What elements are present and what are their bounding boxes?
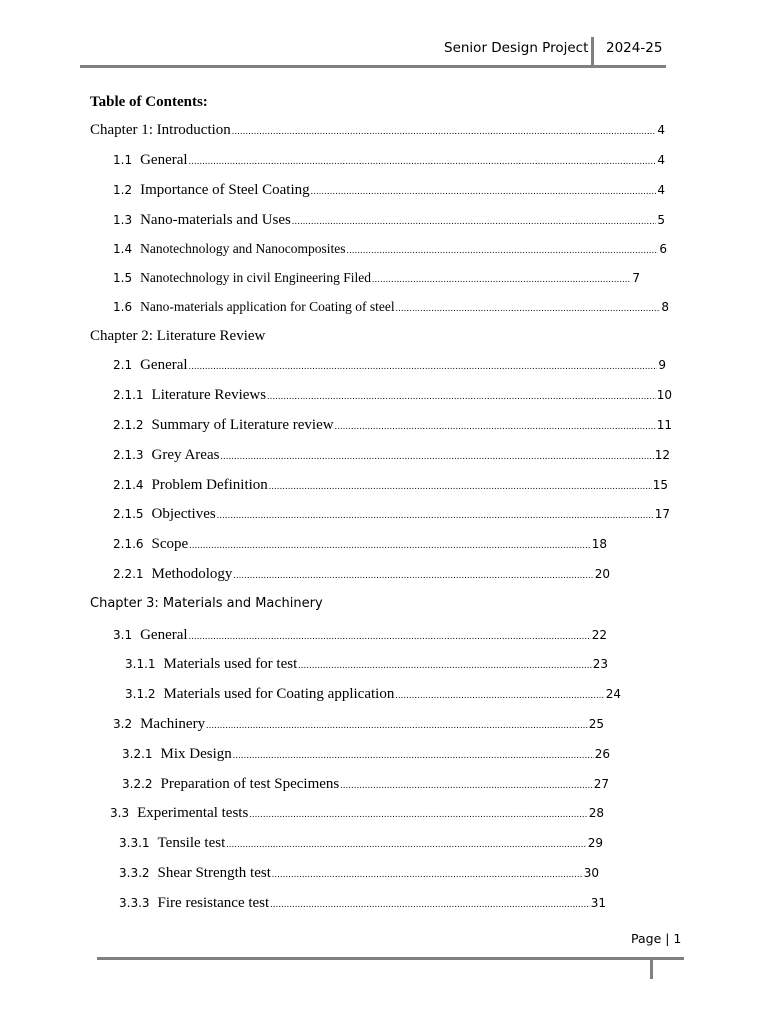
dot-leader	[372, 274, 631, 284]
toc-entry-1-3[interactable]	[113, 212, 665, 232]
toc-entry-3-3-1[interactable]	[119, 835, 603, 855]
dot-leader	[233, 750, 594, 760]
toc-entry-2-1-4[interactable]	[113, 477, 668, 497]
toc-entry-title: Chapter 1: Introduction	[90, 122, 231, 138]
footer-tick	[650, 959, 653, 979]
toc-entry-title: Materials used for Coating application	[163, 686, 395, 702]
toc-entry-number: 3.3.2	[119, 866, 150, 880]
toc-entry-2-1-6[interactable]	[113, 536, 607, 556]
toc-entry-2-1-5[interactable]	[113, 506, 670, 526]
toc-entry-chapter-3[interactable]	[90, 596, 390, 616]
toc-entry-3-3-2[interactable]	[119, 865, 599, 885]
dot-leader	[189, 361, 658, 371]
toc-entry-2-2-1[interactable]	[113, 566, 610, 586]
toc-entry-title: Chapter 2: Literature Review	[90, 328, 266, 344]
dot-leader	[189, 631, 591, 641]
toc-entry-2-1[interactable]	[113, 357, 666, 377]
toc-entry-1-2[interactable]	[113, 182, 665, 202]
dot-leader	[220, 451, 653, 461]
toc-entry-page: 18	[591, 537, 607, 551]
toc-entry-page: 22	[591, 628, 607, 642]
toc-entry-title: General	[140, 627, 188, 643]
toc-entry-title: Nano-materials application for Coating of steel	[140, 299, 395, 314]
dot-leader	[292, 216, 656, 226]
toc-entry-number: 1.6	[113, 300, 133, 314]
toc-entry-chapter-1[interactable]	[90, 122, 665, 142]
toc-entry-title: Mix Design	[160, 746, 232, 762]
dot-leader	[335, 421, 656, 431]
header-title: Senior Design Project	[444, 40, 589, 56]
toc-entry-page: 4	[657, 153, 665, 167]
toc-entry-page: 4	[657, 183, 665, 197]
toc-entry-3-1-2[interactable]	[125, 686, 621, 706]
header-rule	[80, 65, 666, 68]
toc-entry-number: 1.5	[113, 271, 133, 285]
toc-entry-title: Objectives	[151, 506, 216, 522]
toc-entry-number: 3.1	[113, 628, 133, 642]
toc-entry-number: 2.1.1	[113, 388, 144, 402]
dot-leader	[340, 780, 592, 790]
toc-entry-page: 23	[592, 657, 608, 671]
toc-entry-title: Grey Areas	[151, 447, 220, 463]
dot-leader	[269, 481, 652, 491]
toc-entry-3-2-1[interactable]	[122, 746, 610, 766]
toc-entry-2-1-3[interactable]	[113, 447, 670, 467]
toc-entry-title: General	[140, 357, 188, 373]
dot-leader	[206, 720, 588, 730]
toc-entry-number: 3.1.1	[125, 657, 156, 671]
toc-entry-number: 3.3.3	[119, 896, 150, 910]
toc-entry-3-3[interactable]	[110, 805, 604, 825]
toc-entry-2-1-1[interactable]	[113, 387, 672, 407]
toc-entry-page: 11	[656, 418, 672, 432]
header-separator	[591, 37, 594, 67]
toc-entry-title: Summary of Literature review	[151, 417, 334, 433]
toc-entry-page: 4	[657, 123, 665, 137]
toc-entry-number: 2.1.5	[113, 507, 144, 521]
toc-entry-title: Tensile test	[157, 835, 226, 851]
toc-entry-2-1-2[interactable]	[113, 417, 672, 437]
toc-entry-page: 26	[594, 747, 610, 761]
toc-entry-number: 3.2	[113, 717, 133, 731]
toc-entry-page: 15	[652, 478, 668, 492]
toc-entry-number: 1.3	[113, 213, 133, 227]
toc-entry-page: 24	[605, 687, 621, 701]
dot-leader	[233, 570, 593, 580]
dot-leader	[270, 899, 590, 909]
dot-leader	[347, 245, 659, 255]
toc-entry-page: 7	[632, 271, 640, 285]
toc-entry-title: Problem Definition	[151, 477, 268, 493]
toc-entry-chapter-2[interactable]	[90, 328, 390, 348]
toc-entry-title: Shear Strength test	[157, 865, 271, 881]
toc-entry-title: Preparation of test Specimens	[160, 776, 340, 792]
toc-entry-page: 5	[657, 213, 665, 227]
toc-entry-number: 2.1.6	[113, 537, 144, 551]
footer-rule	[97, 957, 684, 960]
toc-entry-3-3-3[interactable]	[119, 895, 606, 915]
toc-entry-title: Experimental tests	[137, 805, 249, 821]
toc-entry-title: Methodology	[151, 566, 233, 582]
dot-leader	[189, 540, 591, 550]
dot-leader	[396, 303, 661, 313]
toc-entry-title: Importance of Steel Coating	[140, 182, 310, 198]
toc-entry-page: 8	[661, 300, 669, 314]
dot-leader	[311, 186, 657, 196]
toc-entry-page: 30	[583, 866, 599, 880]
toc-entry-3-1-1[interactable]	[125, 656, 608, 676]
toc-entry-title: General	[140, 152, 188, 168]
toc-entry-number: 3.2.1	[122, 747, 153, 761]
toc-entry-title: Nanotechnology in civil Engineering Filed	[140, 270, 372, 285]
toc-entry-number: 2.1.3	[113, 448, 144, 462]
toc-entry-title: Nanotechnology and Nanocomposites	[140, 241, 346, 256]
toc-entry-page: 31	[590, 896, 606, 910]
toc-entry-number: 1.4	[113, 242, 133, 256]
toc-entry-number: 3.3.1	[119, 836, 150, 850]
toc-entry-page: 20	[594, 567, 610, 581]
header-year: 2024-25	[606, 40, 663, 56]
dot-leader	[272, 869, 583, 879]
toc-entry-number: 2.1.4	[113, 478, 144, 492]
toc-entry-page: 27	[593, 777, 609, 791]
toc-entry-page: 29	[587, 836, 603, 850]
dot-leader	[232, 126, 657, 136]
toc-heading: Table of Contents:	[90, 94, 208, 110]
dot-leader	[395, 690, 604, 700]
toc-entry-1-1[interactable]	[113, 152, 665, 172]
toc-entry-3-2[interactable]	[113, 716, 604, 736]
toc-entry-page: 12	[654, 448, 670, 462]
toc-entry-3-1[interactable]	[113, 627, 607, 647]
toc-entry-number: 2.1.2	[113, 418, 144, 432]
toc-entry-1-5[interactable]	[113, 270, 640, 290]
dot-leader	[217, 510, 654, 520]
dot-leader	[189, 156, 657, 166]
toc-entry-title: Materials used for test	[163, 656, 298, 672]
toc-entry-page: 6	[659, 242, 667, 256]
toc-entry-number: 2.1	[113, 358, 133, 372]
toc-entry-title: Literature Reviews	[151, 387, 267, 403]
toc-entry-number: 3.1.2	[125, 687, 156, 701]
toc-entry-number: 1.1	[113, 153, 133, 167]
toc-entry-page: 28	[588, 806, 604, 820]
toc-entry-page: 9	[658, 358, 666, 372]
dot-leader	[298, 660, 591, 670]
footer-page-number: Page | 1	[631, 931, 682, 946]
dot-leader	[226, 839, 586, 849]
toc-entry-number: 2.2.1	[113, 567, 144, 581]
toc-entry-1-6[interactable]	[113, 299, 669, 319]
toc-entry-page: 10	[656, 388, 672, 402]
toc-entry-page: 17	[654, 507, 670, 521]
dot-leader	[249, 809, 587, 819]
toc-entry-3-2-2[interactable]	[122, 776, 609, 796]
toc-entry-title: Machinery	[140, 716, 206, 732]
toc-entry-title: Chapter 3: Materials and Machinery	[90, 596, 323, 611]
toc-entry-number: 3.2.2	[122, 777, 153, 791]
toc-entry-title: Scope	[151, 536, 189, 552]
toc-entry-title: Nano-materials and Uses	[140, 212, 291, 228]
toc-entry-1-4[interactable]	[113, 241, 667, 261]
toc-entry-page: 25	[588, 717, 604, 731]
toc-entry-number: 1.2	[113, 183, 133, 197]
toc-entry-title: Fire resistance test	[157, 895, 270, 911]
dot-leader	[267, 391, 656, 401]
toc-entry-number: 3.3	[110, 806, 130, 820]
